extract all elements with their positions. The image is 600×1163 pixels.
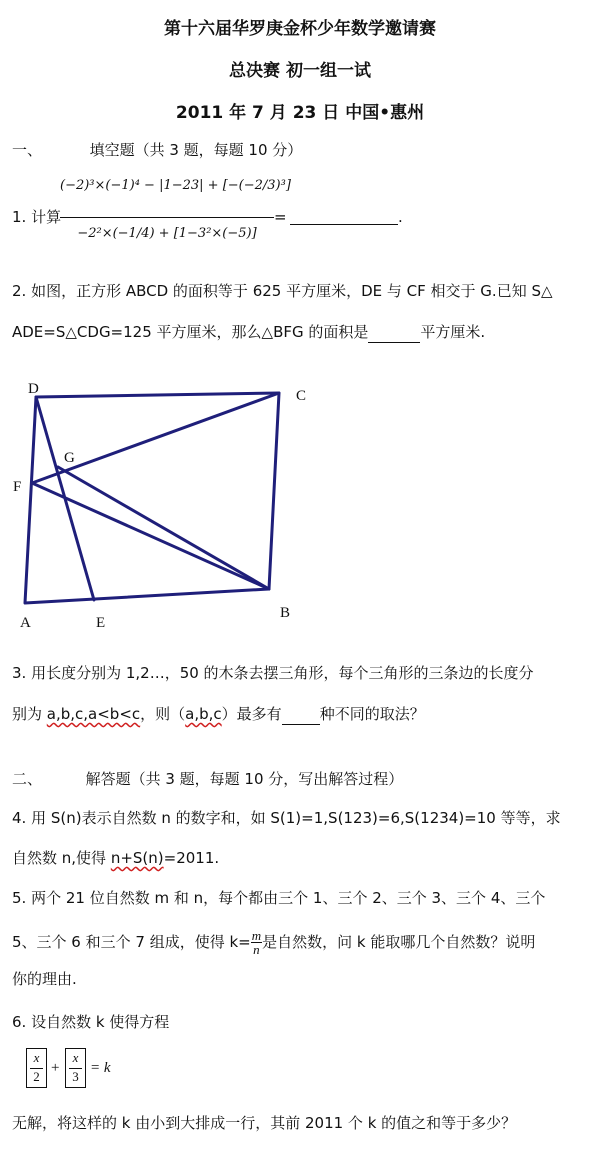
q5-line2-end: 是自然数，问 k 能取哪几个自然数？说明 <box>262 933 536 951</box>
round-title: 总决赛 初一组一试 <box>229 61 371 81</box>
q5-fraction <box>251 929 262 956</box>
label-a: A <box>20 615 31 631</box>
q6-d2: 3 <box>72 1069 79 1084</box>
q6-rhs: = k <box>90 1060 111 1076</box>
q1-fraction-bar <box>60 217 274 218</box>
q2-line2 <box>12 322 485 343</box>
section2-number: 二、 <box>12 770 43 788</box>
section1-heading <box>12 140 302 160</box>
q6-x2: x <box>72 1050 79 1065</box>
label-d: D <box>28 381 39 397</box>
q6-line2: 无解，将这样的 k 由小到大排成一行，其前 2011 个 k 的值之和等于多少？ <box>12 1114 517 1132</box>
label-e: E <box>96 615 106 631</box>
q2-line2-end: 平方厘米. <box>420 323 486 341</box>
label-g: G <box>64 450 75 466</box>
q3-line2 <box>12 704 425 725</box>
contest-title: 第十六届华罗庚金杯少年数学邀请赛 <box>164 19 436 39</box>
q3-line2-start: 别为 <box>12 705 47 723</box>
q1-answer-blank[interactable] <box>290 224 398 225</box>
q4-line2-start: 自然数 n,使得 <box>12 849 111 867</box>
q3-line1: 3. 用长度分别为 1,2…，50 的木条去摆三角形，每个三角形的三条边的长度分 <box>12 664 534 682</box>
q6-line1: 6. 设自然数 k 使得方程 <box>12 1013 170 1031</box>
q3-variables: a,b,c,a<b<c <box>46 705 141 723</box>
section1-number: 一、 <box>12 141 43 159</box>
q1-denominator: −2²×(−1/4) + [1−3²×(−5)] <box>77 226 257 241</box>
q3-line2-mid2: ）最多有 <box>221 705 282 723</box>
q3-answer-blank[interactable] <box>282 704 320 725</box>
q5-frac-num: m <box>251 928 262 943</box>
q6-plus: + <box>51 1060 60 1076</box>
q5-line2-start: 5、三个 6 和三个 7 组成，使得 k= <box>12 933 251 951</box>
q5-line1: 5. 两个 21 位自然数 m 和 n，每个都由三个 1、三个 2、三个 3、三个 4、三个 <box>12 889 546 907</box>
q2-answer-blank[interactable] <box>368 322 420 343</box>
q3-line2-end: 种不同的取法？ <box>319 705 425 723</box>
q5-frac-den: n <box>253 942 260 957</box>
q5-line3: 你的理由. <box>12 970 77 988</box>
section2-heading <box>12 769 403 789</box>
q4-line2 <box>12 848 219 868</box>
q2-line2-text: ADE=S△CDG=125 平方厘米，那么△BFG 的面积是 <box>12 323 369 341</box>
segment-gb <box>58 467 269 589</box>
label-c: C <box>296 388 307 404</box>
q6-equation <box>26 1048 126 1092</box>
q1-equals: = <box>274 208 287 226</box>
q1-lead: 1. 计算 <box>12 208 62 226</box>
segment-fc <box>32 393 279 483</box>
q3-line2-mid: ，则（ <box>140 705 186 723</box>
q6-x1: x <box>33 1050 40 1065</box>
segment-fb <box>32 483 269 589</box>
q3-tuple: a,b,c <box>185 705 222 723</box>
q5-line2 <box>12 929 535 956</box>
label-f: F <box>13 479 22 495</box>
q1-end: . <box>398 208 403 226</box>
q4-line1: 4. 用 S(n)表示自然数 n 的数字和，如 S(1)=1,S(123)=6,S(1234)=10 等等，求 <box>12 809 561 827</box>
date-location: 2011 年 7 月 23 日 中国•惠州 <box>175 103 425 123</box>
q6-d1: 2 <box>33 1069 40 1084</box>
q2-line1: 2. 如图，正方形 ABCD 的面积等于 625 平方厘米，DE 与 CF 相交于 G.已知 S△ <box>12 282 553 300</box>
q1-numerator: (−2)³×(−1)⁴ − |1−23| + [−(−2/3)³] <box>60 178 291 193</box>
q4-line2-end: =2011. <box>163 849 220 867</box>
label-b: B <box>280 605 291 621</box>
section1-title: 填空题（共 3 题，每题 10 分） <box>89 141 303 159</box>
section2-title: 解答题（共 3 题，每题 10 分，写出解答过程） <box>85 770 404 788</box>
square-figure <box>0 370 330 640</box>
q4-expression: n+S(n) <box>110 849 164 867</box>
